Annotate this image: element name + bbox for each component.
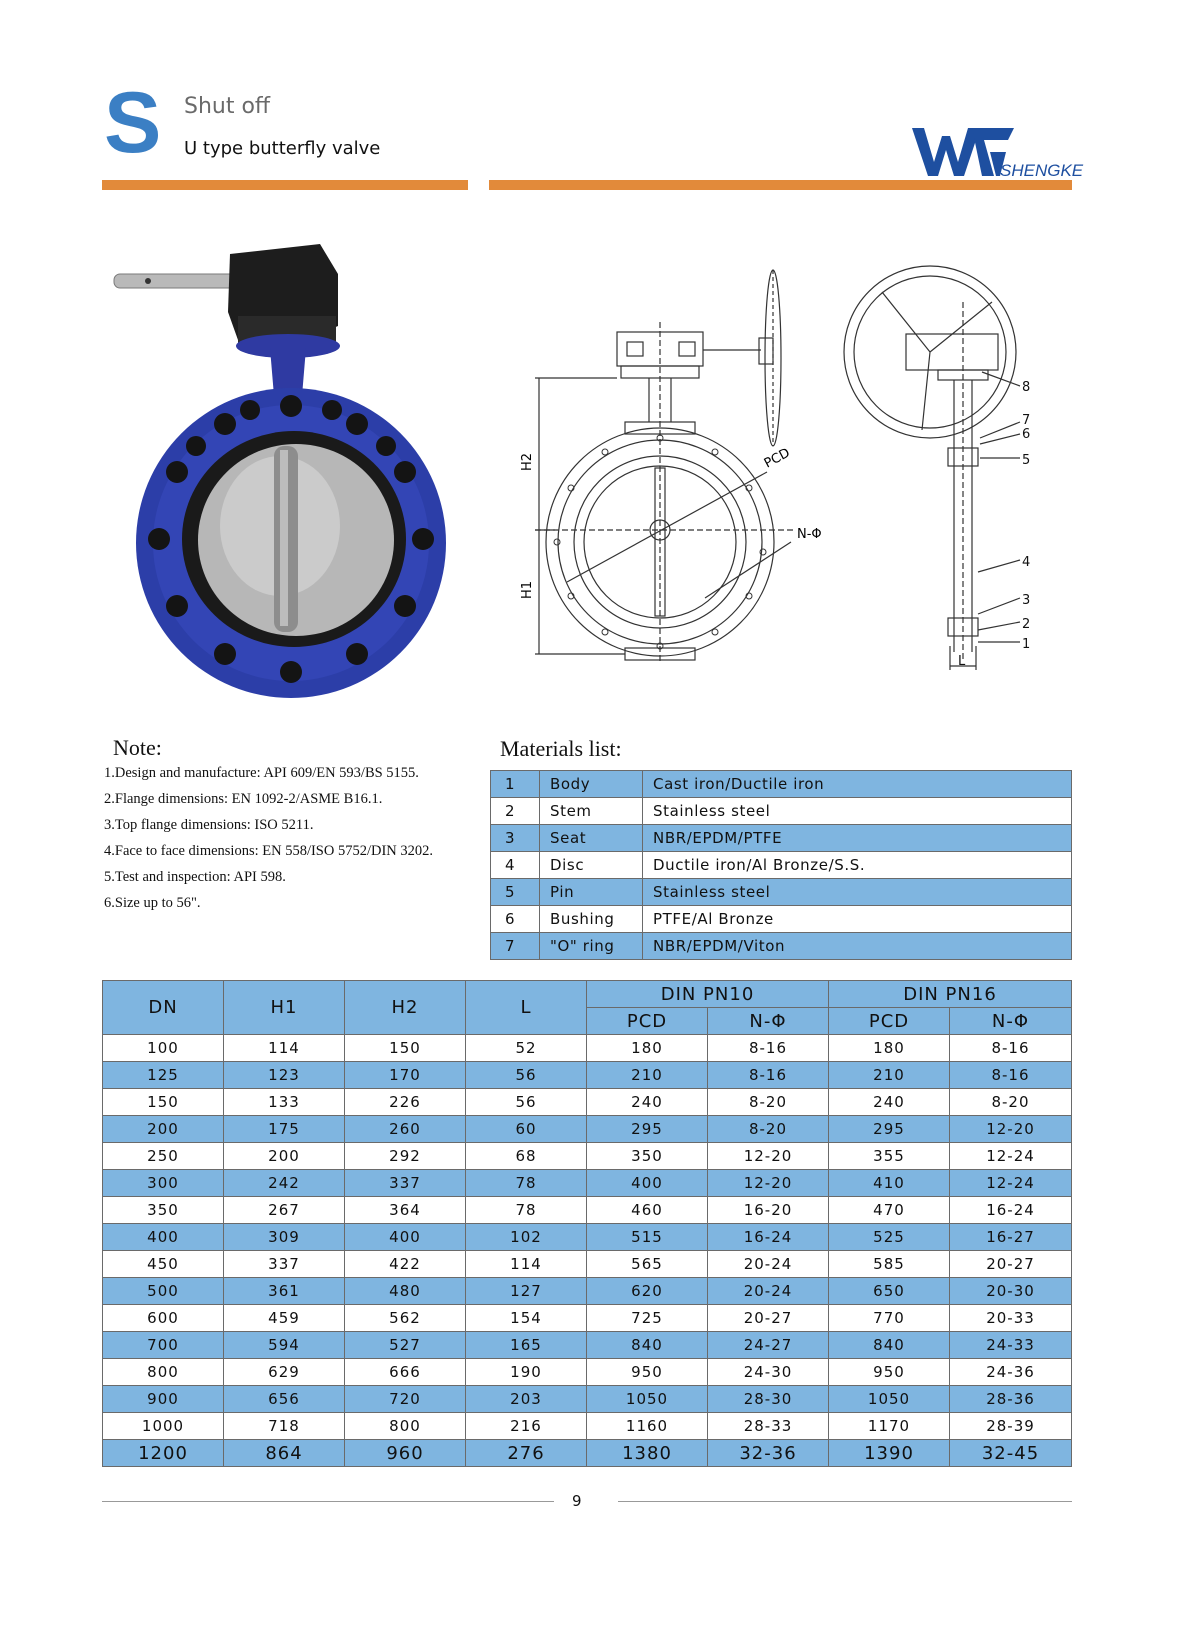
table-cell: 242 xyxy=(224,1170,345,1197)
header-pn10-pcd: PCD xyxy=(587,1008,708,1035)
table-cell: 24-33 xyxy=(950,1332,1072,1359)
table-cell: 133 xyxy=(224,1089,345,1116)
table-cell: 180 xyxy=(829,1035,950,1062)
table-cell: 800 xyxy=(345,1413,466,1440)
table-cell: 500 xyxy=(103,1278,224,1305)
table-row xyxy=(103,1386,1072,1413)
table-cell: 8-16 xyxy=(708,1035,829,1062)
table-row xyxy=(103,1278,1072,1305)
table-cell: 28-39 xyxy=(950,1413,1072,1440)
n-phi-label: N-Φ xyxy=(797,527,822,542)
table-cell: 12-20 xyxy=(708,1143,829,1170)
pcd-label: PCD xyxy=(761,445,793,472)
table-cell: 100 xyxy=(103,1035,224,1062)
table-cell: 210 xyxy=(829,1062,950,1089)
technical-drawing-side xyxy=(842,262,1052,682)
valve-photo xyxy=(110,236,450,698)
header-pn16-nphi: N-Φ xyxy=(950,1008,1072,1035)
materials-row: 6 Bushing PTFE/Al Bronze xyxy=(491,906,1072,933)
h1-label: H1 xyxy=(520,580,535,600)
table-cell: 180 xyxy=(587,1035,708,1062)
callout-2: 2 xyxy=(1022,617,1031,632)
table-cell: 16-24 xyxy=(708,1224,829,1251)
table-cell: 527 xyxy=(345,1332,466,1359)
table-cell: 309 xyxy=(224,1224,345,1251)
table-cell: 56 xyxy=(466,1089,587,1116)
table-cell: 125 xyxy=(103,1062,224,1089)
table-cell: 650 xyxy=(829,1278,950,1305)
table-row xyxy=(103,1224,1072,1251)
table-cell: 20-24 xyxy=(708,1251,829,1278)
table-row xyxy=(103,1359,1072,1386)
note-item: 6.Size up to 56". xyxy=(104,895,201,911)
table-cell: 240 xyxy=(587,1089,708,1116)
table-row xyxy=(103,1170,1072,1197)
table-cell: 32-36 xyxy=(708,1440,829,1467)
callout-4: 4 xyxy=(1022,555,1031,570)
shengke-logo-icon xyxy=(910,122,1084,182)
table-cell: 450 xyxy=(103,1251,224,1278)
notes-list xyxy=(104,762,433,918)
table-cell: 8-20 xyxy=(708,1116,829,1143)
materials-table xyxy=(490,770,1072,960)
table-cell: 114 xyxy=(466,1251,587,1278)
table-row xyxy=(103,1116,1072,1143)
header-pn16: DIN PN16 xyxy=(829,981,1072,1008)
header-dn: DN xyxy=(103,981,224,1035)
table-cell: 800 xyxy=(103,1359,224,1386)
materials-row: 2 Stem Stainless steel xyxy=(491,798,1072,825)
table-cell: 20-33 xyxy=(950,1305,1072,1332)
table-cell: 20-24 xyxy=(708,1278,829,1305)
table-cell: 585 xyxy=(829,1251,950,1278)
table-cell: 422 xyxy=(345,1251,466,1278)
table-cell: 28-30 xyxy=(708,1386,829,1413)
table-cell: 250 xyxy=(103,1143,224,1170)
table-cell: 52 xyxy=(466,1035,587,1062)
table-cell: 12-24 xyxy=(950,1170,1072,1197)
table-cell: 216 xyxy=(466,1413,587,1440)
table-cell: 12-24 xyxy=(950,1143,1072,1170)
header-pn10: DIN PN10 xyxy=(587,981,829,1008)
table-cell: 170 xyxy=(345,1062,466,1089)
table-row xyxy=(103,1143,1072,1170)
table-cell: 175 xyxy=(224,1116,345,1143)
table-cell: 114 xyxy=(224,1035,345,1062)
note-item: 3.Top flange dimensions: ISO 5211. xyxy=(104,817,314,833)
table-cell: 656 xyxy=(224,1386,345,1413)
table-cell: 200 xyxy=(103,1116,224,1143)
footer-rule-left xyxy=(102,1501,554,1502)
table-cell: 410 xyxy=(829,1170,950,1197)
table-cell: 295 xyxy=(829,1116,950,1143)
table-row xyxy=(103,1062,1072,1089)
table-cell: 78 xyxy=(466,1170,587,1197)
table-cell: 165 xyxy=(466,1332,587,1359)
table-cell: 16-20 xyxy=(708,1197,829,1224)
table-row xyxy=(103,1332,1072,1359)
table-cell: 337 xyxy=(224,1251,345,1278)
table-cell: 150 xyxy=(103,1089,224,1116)
table-row xyxy=(103,1413,1072,1440)
header-l: L xyxy=(466,981,587,1035)
table-cell: 770 xyxy=(829,1305,950,1332)
table-cell: 8-20 xyxy=(708,1089,829,1116)
table-cell: 8-20 xyxy=(950,1089,1072,1116)
table-cell: 210 xyxy=(587,1062,708,1089)
table-cell: 16-24 xyxy=(950,1197,1072,1224)
table-cell: 127 xyxy=(466,1278,587,1305)
table-cell: 840 xyxy=(829,1332,950,1359)
table-cell: 267 xyxy=(224,1197,345,1224)
table-cell: 459 xyxy=(224,1305,345,1332)
callout-1: 1 xyxy=(1022,637,1031,652)
materials-row: 3 Seat NBR/EPDM/PTFE xyxy=(491,825,1072,852)
callout-3: 3 xyxy=(1022,593,1031,608)
table-cell: 190 xyxy=(466,1359,587,1386)
table-cell: 154 xyxy=(466,1305,587,1332)
table-cell: 1170 xyxy=(829,1413,950,1440)
brand-logo xyxy=(910,122,1084,182)
footer-rule-right xyxy=(618,1501,1072,1502)
table-cell: 594 xyxy=(224,1332,345,1359)
table-cell: 295 xyxy=(587,1116,708,1143)
table-cell: 565 xyxy=(587,1251,708,1278)
table-cell: 1050 xyxy=(587,1386,708,1413)
table-cell: 1200 xyxy=(103,1440,224,1467)
table-cell: 8-16 xyxy=(950,1035,1072,1062)
h2-label: H2 xyxy=(520,452,535,472)
callout-7: 7 xyxy=(1022,413,1031,428)
header-h2: H2 xyxy=(345,981,466,1035)
table-cell: 78 xyxy=(466,1197,587,1224)
table-cell: 400 xyxy=(345,1224,466,1251)
table-cell: 700 xyxy=(103,1332,224,1359)
table-cell: 960 xyxy=(345,1440,466,1467)
header-pn10-nphi: N-Φ xyxy=(708,1008,829,1035)
table-cell: 562 xyxy=(345,1305,466,1332)
page-number: 9 xyxy=(572,1492,582,1510)
note-item: 1.Design and manufacture: API 609/EN 593/BS 5155. xyxy=(104,765,419,781)
table-cell: 337 xyxy=(345,1170,466,1197)
table-cell: 300 xyxy=(103,1170,224,1197)
table-row xyxy=(103,1089,1072,1116)
dimensions-table xyxy=(102,980,1072,1467)
note-item: 5.Test and inspection: API 598. xyxy=(104,869,286,885)
table-cell: 20-27 xyxy=(708,1305,829,1332)
callout-6: 6 xyxy=(1022,427,1031,442)
table-row xyxy=(103,1305,1072,1332)
table-cell: 400 xyxy=(587,1170,708,1197)
table-row xyxy=(103,1440,1072,1467)
table-cell: 20-27 xyxy=(950,1251,1072,1278)
header-bar-left xyxy=(102,180,468,190)
header-h1: H1 xyxy=(224,981,345,1035)
table-cell: 480 xyxy=(345,1278,466,1305)
table-cell: 260 xyxy=(345,1116,466,1143)
materials-row: 1 Body Cast iron/Ductile iron xyxy=(491,771,1072,798)
table-cell: 620 xyxy=(587,1278,708,1305)
materials-title: Materials list: xyxy=(500,736,622,761)
table-cell: 56 xyxy=(466,1062,587,1089)
table-cell: 123 xyxy=(224,1062,345,1089)
table-cell: 1390 xyxy=(829,1440,950,1467)
table-cell: 68 xyxy=(466,1143,587,1170)
table-cell: 725 xyxy=(587,1305,708,1332)
note-item: 2.Flange dimensions: EN 1092-2/ASME B16.1. xyxy=(104,791,383,807)
table-cell: 12-20 xyxy=(708,1170,829,1197)
table-cell: 28-36 xyxy=(950,1386,1072,1413)
table-cell: 361 xyxy=(224,1278,345,1305)
table-cell: 950 xyxy=(829,1359,950,1386)
note-item: 4.Face to face dimensions: EN 558/ISO 5752/DIN 3202. xyxy=(104,843,434,859)
table-cell: 240 xyxy=(829,1089,950,1116)
table-cell: 666 xyxy=(345,1359,466,1386)
table-cell: 515 xyxy=(587,1224,708,1251)
materials-row: 4 Disc Ductile iron/Al Bronze/S.S. xyxy=(491,852,1072,879)
table-cell: 1160 xyxy=(587,1413,708,1440)
table-cell: 350 xyxy=(587,1143,708,1170)
callout-8: 8 xyxy=(1022,380,1031,395)
table-row xyxy=(103,1035,1072,1062)
logo-wordmark: SHENGKE xyxy=(1000,161,1084,180)
table-cell: 200 xyxy=(224,1143,345,1170)
notes-title: Note: xyxy=(113,735,162,760)
callout-5: 5 xyxy=(1022,453,1031,468)
header-pn16-pcd: PCD xyxy=(829,1008,950,1035)
dimensions-body xyxy=(103,1035,1072,1467)
table-cell: 1380 xyxy=(587,1440,708,1467)
table-cell: 102 xyxy=(466,1224,587,1251)
table-cell: 8-16 xyxy=(950,1062,1072,1089)
table-cell: 12-20 xyxy=(950,1116,1072,1143)
table-cell: 292 xyxy=(345,1143,466,1170)
table-cell: 226 xyxy=(345,1089,466,1116)
table-cell: 8-16 xyxy=(708,1062,829,1089)
table-cell: 350 xyxy=(103,1197,224,1224)
table-cell: 400 xyxy=(103,1224,224,1251)
table-cell: 900 xyxy=(103,1386,224,1413)
table-cell: 355 xyxy=(829,1143,950,1170)
table-cell: 1050 xyxy=(829,1386,950,1413)
table-cell: 840 xyxy=(587,1332,708,1359)
table-cell: 24-30 xyxy=(708,1359,829,1386)
table-cell: 1000 xyxy=(103,1413,224,1440)
table-cell: 864 xyxy=(224,1440,345,1467)
table-cell: 364 xyxy=(345,1197,466,1224)
table-cell: 460 xyxy=(587,1197,708,1224)
table-cell: 32-45 xyxy=(950,1440,1072,1467)
table-cell: 950 xyxy=(587,1359,708,1386)
table-cell: 20-30 xyxy=(950,1278,1072,1305)
l-label: L xyxy=(958,654,966,669)
table-cell: 28-33 xyxy=(708,1413,829,1440)
table-cell: 276 xyxy=(466,1440,587,1467)
table-cell: 60 xyxy=(466,1116,587,1143)
technical-drawing-front xyxy=(505,262,822,682)
table-cell: 203 xyxy=(466,1386,587,1413)
table-cell: 24-36 xyxy=(950,1359,1072,1386)
table-cell: 718 xyxy=(224,1413,345,1440)
table-row xyxy=(103,1251,1072,1278)
product-title: U type butterfly valve xyxy=(184,138,381,159)
table-cell: 629 xyxy=(224,1359,345,1386)
table-cell: 24-27 xyxy=(708,1332,829,1359)
materials-row: 5 Pin Stainless steel xyxy=(491,879,1072,906)
table-cell: 600 xyxy=(103,1305,224,1332)
table-cell: 720 xyxy=(345,1386,466,1413)
table-cell: 525 xyxy=(829,1224,950,1251)
table-cell: 150 xyxy=(345,1035,466,1062)
table-cell: 16-27 xyxy=(950,1224,1072,1251)
category-title: Shut off xyxy=(184,94,271,119)
materials-row: 7 "O" ring NBR/EPDM/Viton xyxy=(491,933,1072,960)
table-row xyxy=(103,1197,1072,1224)
section-letter: S xyxy=(104,75,162,171)
table-cell: 470 xyxy=(829,1197,950,1224)
